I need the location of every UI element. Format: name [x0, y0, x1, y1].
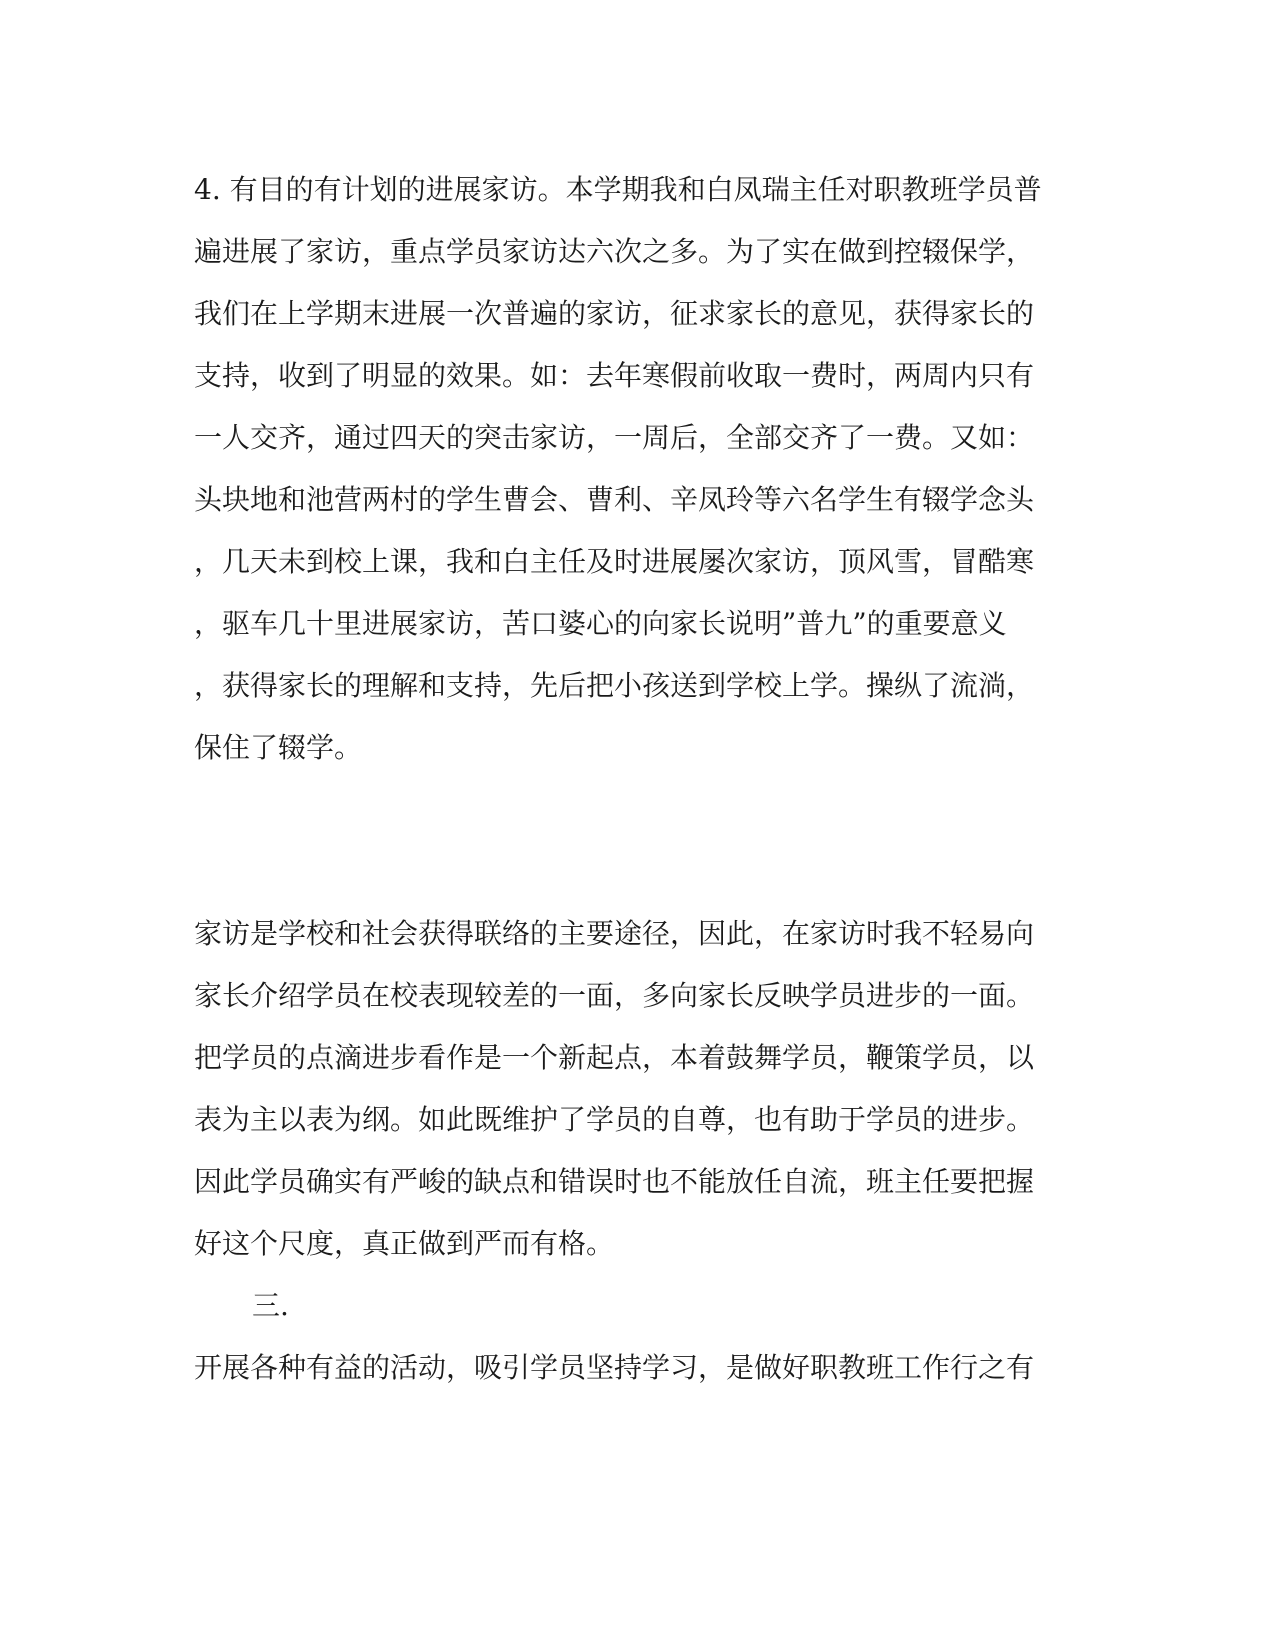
paragraph-2-line-5: 因此学员确实有严峻的缺点和错误时也不能放任自流，班主任要把握 — [194, 1165, 1035, 1198]
paragraph-1-line-1: 4. 有目的有计划的进展家访。本学期我和白凤瑞主任对职教班学员普 — [194, 173, 1042, 206]
paragraph-1-line-5: 一人交齐，通过四天的突击家访，一周后，全部交齐了一费。又如： — [194, 421, 1035, 454]
paragraph-2-line-1: 家访是学校和社会获得联络的主要途径，因此，在家访时我不轻易向 — [194, 917, 1035, 950]
paragraph-1-line-4: 支持，收到了明显的效果。如：去年寒假前收取一费时，两周内只有 — [194, 359, 1035, 392]
paragraph-2-line-3: 把学员的点滴进步看作是一个新起点，本着鼓舞学员，鞭策学员，以 — [194, 1041, 1035, 1074]
paragraph-1-line-7: ，几天未到校上课，我和白主任及时进展屡次家访，顶风雪，冒酷寒 — [194, 545, 1035, 578]
paragraph-2-line-2: 家长介绍学员在校表现较差的一面，多向家长反映学员进步的一面。 — [194, 979, 1035, 1012]
paragraph-1-line-2: 遍进展了家访，重点学员家访达六次之多。为了实在做到控辍保学， — [194, 235, 1035, 268]
paragraph-1-line-8: ，驱车几十里进展家访，苦口婆心的向家长说明”普九”的重要意义 — [194, 607, 1007, 640]
section-3-line-1: 开展各种有益的活动，吸引学员坚持学习，是做好职教班工作行之有 — [194, 1351, 1035, 1384]
paragraph-1-line-3: 我们在上学期末进展一次普遍的家访，征求家长的意见，获得家长的 — [194, 297, 1035, 330]
paragraph-1-line-6: 头块地和池营两村的学生曹会、曹利、辛凤玲等六名学生有辍学念头 — [194, 483, 1035, 516]
section-3-heading: 三. — [252, 1289, 289, 1322]
paragraph-1-line-10: 保住了辍学。 — [194, 731, 363, 764]
paragraph-2-line-4: 表为主以表为纲。如此既维护了学员的自尊，也有助于学员的进步。 — [194, 1103, 1035, 1136]
paragraph-1-line-9: ，获得家长的理解和支持，先后把小孩送到学校上学。操纵了流淌， — [194, 669, 1035, 702]
paragraph-2-line-6: 好这个尺度，真正做到严而有格。 — [194, 1227, 615, 1260]
